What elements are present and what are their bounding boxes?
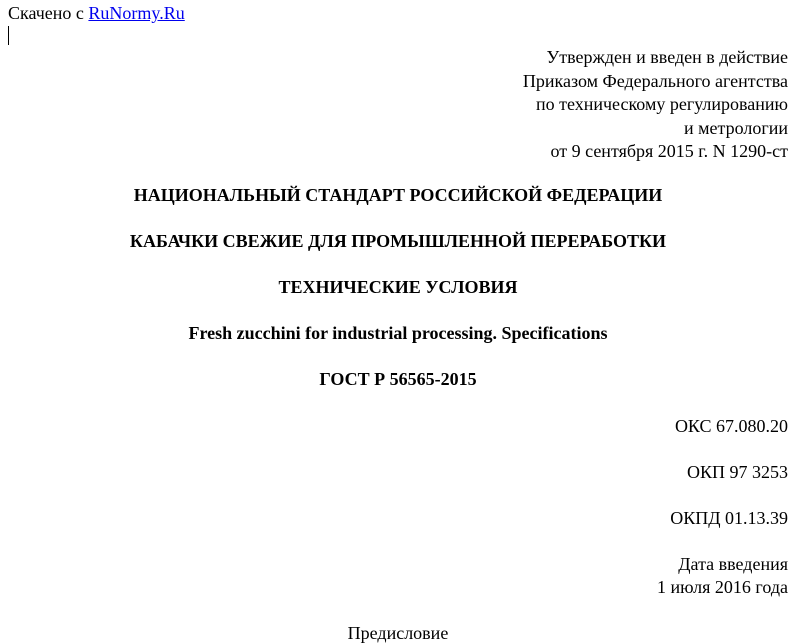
approval-block <box>523 46 788 164</box>
document-title: КАБАЧКИ СВЕЖИЕ ДЛЯ ПРОМЫШЛЕННОЙ ПЕРЕРАБОТКИ <box>129 231 667 251</box>
technical-conditions-heading: ТЕХНИЧЕСКИЕ УСЛОВИЯ <box>278 277 518 297</box>
preface-heading: Предисловие <box>347 623 449 643</box>
okpd-code: ОКПД 01.13.39 <box>670 508 788 528</box>
approval-line: по техническому регулированию <box>535 94 788 114</box>
okp-code: ОКП 97 3253 <box>686 462 788 482</box>
national-standard-heading: НАЦИОНАЛЬНЫЙ СТАНДАРТ РОССИЙСКОЙ ФЕДЕРАЦИИ <box>133 185 663 205</box>
approval-line: от 9 сентября 2015 г. N 1290-ст <box>550 141 788 161</box>
approval-line: Утвержден и введен в действие <box>546 47 788 67</box>
intro-date-label: Дата введения <box>678 554 788 574</box>
runormy-link[interactable]: RuNormy.Ru <box>88 3 185 23</box>
source-line <box>8 2 185 24</box>
oks-code: ОКС 67.080.20 <box>674 416 788 436</box>
english-title: Fresh zucchini for industrial processing. Specifications <box>188 323 608 343</box>
source-prefix: Скачено с <box>8 3 89 23</box>
intro-date-value: 1 июля 2016 года <box>657 577 788 597</box>
text-cursor <box>8 26 9 45</box>
approval-line: и метрологии <box>684 117 788 138</box>
gost-number: ГОСТ Р 56565-2015 <box>319 369 477 389</box>
approval-line: Приказом Федерального агентства <box>522 70 788 91</box>
